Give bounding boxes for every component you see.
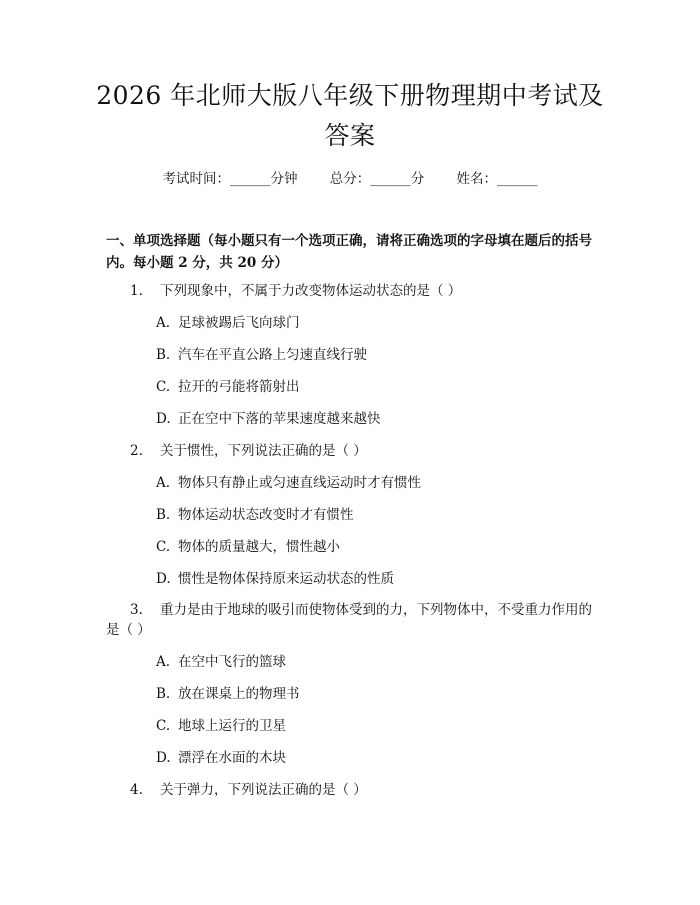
question-number: 4. (130, 782, 143, 798)
page-title (80, 76, 620, 156)
option-letter: C. (156, 539, 171, 555)
option-2a (156, 473, 596, 493)
question-number: 3. (130, 602, 143, 618)
option-2b (156, 505, 596, 525)
question-3-continued: 是（ ） (106, 622, 151, 638)
option-letter: B. (156, 347, 171, 363)
question-3 (106, 600, 606, 620)
title-line-1: 2026 年北师大版八年级下册物理期中考试及 (96, 81, 604, 110)
option-text: 放在课桌上的物理书 (178, 686, 300, 702)
option-text: 惯性是物体保持原来运动状态的性质 (178, 571, 394, 587)
option-2d (156, 569, 596, 589)
option-1b (156, 345, 596, 365)
option-text: 汽车在平直公路上匀速直线行驶 (178, 347, 367, 363)
option-letter: D. (156, 411, 171, 427)
option-text: 拉开的弓能将箭射出 (178, 379, 300, 395)
question-1 (106, 281, 606, 301)
option-text: 物体运动状态改变时才有惯性 (178, 507, 354, 523)
option-3b (156, 684, 596, 704)
option-letter: C. (156, 379, 171, 395)
question-4 (106, 780, 606, 800)
question-text: 下列现象中，不属于力改变物体运动状态的是（ ） (160, 283, 462, 299)
option-text: 地球上运行的卫星 (178, 718, 286, 734)
option-3c (156, 716, 596, 736)
title-line-2: 答案 (324, 121, 376, 150)
option-text: 正在空中下落的苹果速度越来越快 (178, 411, 381, 427)
option-1a (156, 313, 596, 333)
option-3a (156, 652, 596, 672)
option-1d (156, 409, 596, 429)
exam-info (60, 170, 640, 188)
total-score-field: 总分：______分 (329, 171, 425, 187)
option-letter: B. (156, 507, 171, 523)
option-1c (156, 377, 596, 397)
option-letter: A. (156, 654, 171, 670)
exam-time-field: 考试时间：______分钟 (162, 171, 298, 187)
option-text: 漂浮在水面的木块 (178, 750, 286, 766)
question-text: 关于惯性，下列说法正确的是（ ） (160, 443, 367, 459)
option-2c (156, 537, 596, 557)
option-3d (156, 748, 596, 768)
section-heading: 一、单项选择题（每小题只有一个选项正确，请将正确选项的字母填在题后的括号内。每小题 2 分，共 20 分） (106, 233, 592, 271)
student-name-field: 姓名：______ (456, 171, 538, 187)
option-letter: A. (156, 315, 171, 331)
option-letter: D. (156, 571, 171, 587)
option-letter: D. (156, 750, 171, 766)
question-text: 重力是由于地球的吸引而使物体受到的力，下列物体中，不受重力作用的 (160, 602, 592, 618)
option-letter: B. (156, 686, 171, 702)
option-letter: C. (156, 718, 171, 734)
question-number: 1. (130, 283, 143, 299)
option-letter: A. (156, 475, 171, 491)
option-text: 在空中飞行的篮球 (178, 654, 286, 670)
option-text: 足球被踢后飞向球门 (178, 315, 300, 331)
question-number: 2. (130, 443, 143, 459)
option-text: 物体的质量越大，惯性越小 (178, 539, 340, 555)
question-text: 关于弹力，下列说法正确的是（ ） (160, 782, 367, 798)
option-text: 物体只有静止或匀速直线运动时才有惯性 (178, 475, 421, 491)
question-2 (106, 441, 606, 461)
